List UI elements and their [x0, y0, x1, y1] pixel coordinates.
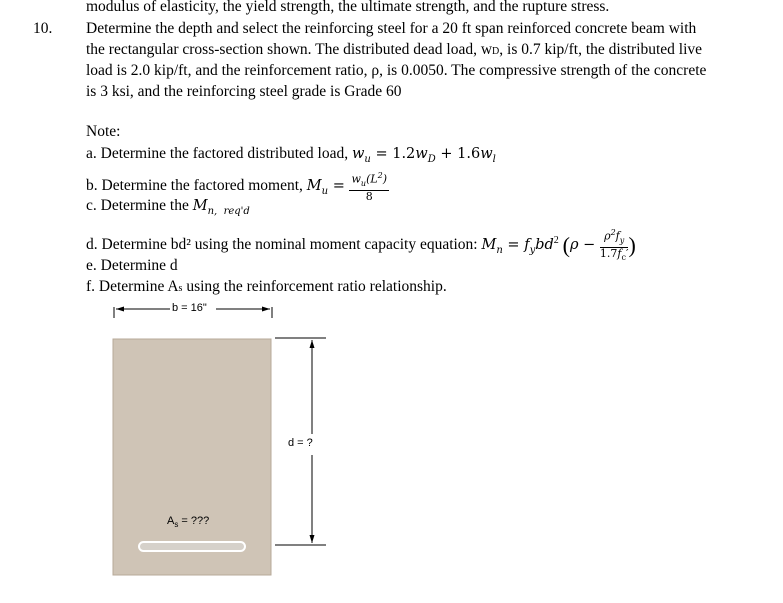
note-c: c. Determine the $M_{n, req'd}$ [86, 197, 250, 217]
note-f: f. Determine As using the reinforcement ratio relationship. [86, 278, 447, 295]
d-dim-arrow-top [310, 340, 315, 348]
note-heading: Note: [86, 123, 121, 140]
problem-line-3: the rectangular cross-section shown. The distributed dead load, wD, is 0.7 kip/ft, the distributed live [86, 41, 703, 58]
note-b: b. Determine the factored moment, $M_u$ = $\frac{w_u(L^2)}{8}$ [86, 171, 388, 203]
note-e: e. Determine d [86, 257, 178, 274]
concrete-section [113, 339, 271, 575]
b-dimension-label: b = 16" [172, 302, 207, 314]
problem-line-2: Determine the depth and select the reinforcing steel for a 20 ft span reinforced concrete beam with [86, 20, 697, 37]
rebar-bar [139, 542, 245, 551]
b-dim-arrow-left [116, 307, 124, 312]
problem-line-4: load is 2.0 kip/ft, and the reinforcement ratio, ρ, is 0.0050. The compressive strength of the concrete [86, 62, 707, 79]
problem-line-1: modulus of elasticity, the yield strength, the ultimate strength, and the rupture stress. [86, 0, 610, 15]
d-dimension-label: d = ? [288, 437, 313, 449]
note-d: d. Determine bd² using the nominal moment capacity equation: $M_n = f_ybd^2$ (ρ − $\frac{\rho^2f_y}{1.7f_c'}$ ) [86, 228, 636, 263]
problem-number: 10. [33, 20, 53, 37]
as-label: $A_s$ = ??? [167, 515, 210, 530]
problem-line-5: is 3 ksi, and the reinforcing steel grade is Grade 60 [86, 83, 402, 100]
b-dim-arrow-right [262, 307, 270, 312]
d-dim-arrow-bottom [310, 535, 315, 543]
note-a: a. Determine the factored distributed load, $w_u = 1.2w_D + 1.6w_l$ [86, 145, 496, 165]
